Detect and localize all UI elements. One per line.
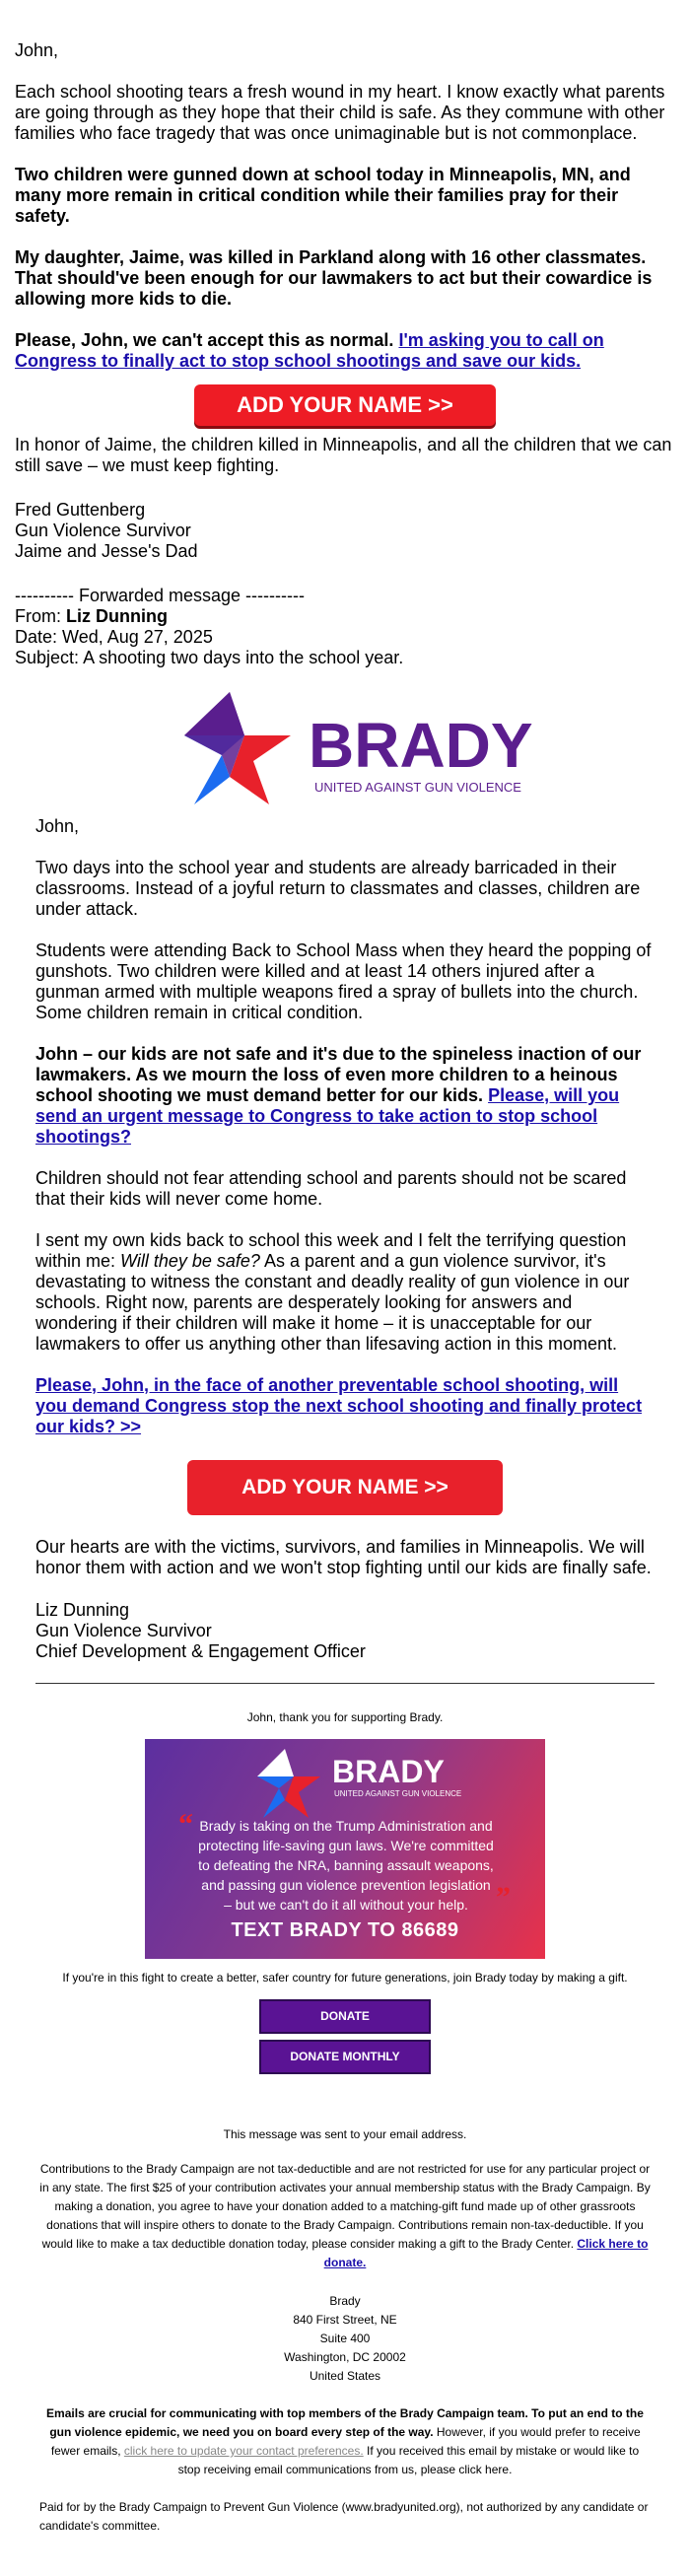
forwarded-email-body [0,816,690,1662]
signature-name: Fred Guttenberg [15,500,146,520]
logo-wordmark: BRADY [309,710,533,781]
signature-subtitle: Chief Development & Engagement Officer [35,1641,366,1661]
body-paragraph-4: Children should not fear attending school and parents should not be scared that their kids will never come home. [35,1168,627,1209]
address-line: 840 First Street, NE [293,2313,397,2327]
address-line: Brady [329,2294,361,2308]
signature-title: Gun Violence Survivor [15,521,191,540]
body-greeting: John, [35,816,80,836]
signature-liz [35,1600,655,1662]
body-demand-link[interactable]: Please, John, in the face of another preventable school shooting, will you demand Congress stop the next school shooting and finally protect our kids? >> [35,1375,643,1436]
logo-tagline: UNITED AGAINST GUN VIOLENCE [314,780,521,795]
disclaimer [39,2160,651,2272]
signature-name: Liz Dunning [35,1600,130,1620]
emails-bold-text: Emails are crucial for communicating with top members of the Brady Campaign team. To put an end to the gun violence epidemic, we need you on board every step of the way. [46,2406,644,2439]
signature-subtitle: Jaime and Jesse's Dad [15,541,198,561]
signature-title: Gun Violence Survivor [35,1621,212,1640]
brady-logo [0,690,690,806]
signature-fred [15,500,675,562]
subject-value: A shooting two days into the school year. [83,648,404,667]
sent-to-notice: This message was sent to your email address. [223,2127,467,2141]
from-name: Liz Dunning [66,606,168,626]
date-value: Wed, Aug 27, 2025 [62,627,213,647]
promo-quote: Brady is taking on the Trump Administration and protecting life-saving gun laws. We're committed to defeating the NRA, banning assault weapons, and passing gun violence prevention legislation – but we can't do it all without your help. [198,1818,494,1913]
brady-star-icon [182,690,533,806]
emails-text-b: If you received this email by mistake or would like to stop receiving email communications from us, please click here. [177,2444,640,2476]
address-line: Suite 400 [319,2332,371,2345]
date-label: Date: [15,627,58,647]
body-paragraph-6 [35,1375,655,1437]
p5-part-a: I sent my own kids back to school this week and I felt the terrifying question within me: [35,1230,627,1271]
intro-cta-link[interactable]: I'm asking you to call on Congress to finally act to stop school shootings and save our kids. [15,330,604,371]
intro-paragraph-4 [15,330,675,372]
body-paragraph-1: Two days into the school year and students are already barricaded in their classrooms. Instead of a joyful return to classmates and classes, children are under attack. [35,858,641,919]
intro-greeting: John, [15,40,59,60]
promo-banner[interactable] [145,1739,545,1959]
promo-brand: BRADY [332,1754,445,1789]
donate-monthly-button[interactable]: DONATE MONTHLY [259,2040,431,2074]
from-label: From: [15,606,61,626]
click-here-donate-link[interactable]: Click here to donate. [323,2237,649,2269]
intro-paragraph-5: In honor of Jaime, the children killed in Minneapolis, and all the children that we can still save – we must keep fighting. [15,435,672,475]
forward-date [15,627,675,648]
subject-label: Subject: [15,648,80,667]
p5-part-b: As a parent and a gun violence survivor, it's devastating to witness the constant and deadly reality of gun violence in our schools. Right now, parents are desperately looking for answers and wondering if their children will make it home – it is unacceptable for our lawmakers to offer us anything other than lifesaving action in this moment. [35,1251,630,1354]
intro-paragraph-2: Two children were gunned down at school today in Minneapolis, MN, and many more remain in critical condition while their families pray for their safety. [15,165,631,226]
promo-cta: TEXT BRADY TO 86689 [231,1919,459,1941]
emails-text-a: However, if you would prefer to receive fewer emails, [50,2425,641,2458]
body-urgent-link[interactable]: Please, will you send an urgent message to Congress to take action to stop school shootings? [35,1085,620,1147]
intro-paragraph-1: Each school shooting tears a fresh wound in my heart. I know exactly what parents are going through as they hope that their child is safe. As they commune with other families who face tragedy that was once unimaginable but is not commonplace. [15,82,665,143]
p5-emphasis: Will they be safe? [120,1251,260,1271]
section-divider [35,1683,655,1684]
paid-for-notice: Paid for by the Brady Campaign to Prevent Gun Violence (www.bradyunited.org), not authorized by any candidate or candidate's committee. [39,2500,649,2533]
footer [0,2125,690,2536]
forward-header [15,586,675,668]
donate-button[interactable]: DONATE [259,1999,431,2034]
intro-paragraph-3: My daughter, Jaime, was killed in Parkland along with 16 other classmates. That should've been enough for our lawmakers to act but their cowardice is allowing more kids to die. [15,247,653,309]
intro-cta-bold: Please, John, we can't accept this as normal. [15,330,394,350]
forward-subject [15,648,675,668]
body-paragraph-5 [35,1230,655,1355]
disclaimer-text: Contributions to the Brady Campaign are not tax-deductible and are not restricted for use for any particular project or in any state. The first $25 of your contribution activates your annual membership status with the Brady Campaign. By making a donation, you agree to have your donation added to a matching-gift fund made up of other grassroots donations that will inspire others to donate to the Brady Campaign. Contributions remain non-tax-deductible. If you would like to make a tax deductible donation today, please consider making a gift to the Brady Center. [39,2162,651,2251]
body-paragraph-7: Our hearts are with the victims, survivors, and families in Minneapolis. We will honor them with action and we won't stop fighting until our kids are finally safe. [35,1537,652,1577]
support-thanks: John, thank you for supporting Brady. [246,1710,444,1724]
add-your-name-button[interactable]: ADD YOUR NAME >> [187,1460,503,1515]
quote-open-icon: “ [178,1808,193,1841]
address-line: Washington, DC 20002 [284,2350,406,2364]
promo-tagline: UNITED AGAINST GUN VIOLENCE [334,1789,462,1798]
mailing-address [39,2292,651,2386]
body-paragraph-3 [35,1044,655,1148]
body-bold-statement: John – our kids are not safe and it's due to the spineless inaction of our lawmakers. As we mourn the loss of even more children to a heinous school shooting we must demand better for our kids. [35,1044,642,1105]
email-preferences [39,2404,651,2479]
forwarded-note [0,0,690,668]
add-your-name-button-top[interactable]: ADD YOUR NAME >> [194,384,496,426]
address-line: United States [309,2369,381,2383]
update-preferences-link[interactable]: click here to update your contact preferences. [123,2444,364,2458]
join-text: If you're in this fight to create a better, safer country for future generations, join Brady today by making a gift. [62,1971,628,1984]
forward-divider: ---------- Forwarded message ---------- [15,586,305,605]
body-paragraph-2: Students were attending Back to School Mass when they heard the popping of gunshots. Two children were killed and at least 14 others injured after a gunman armed with multiple weapons fired a spray of bullets into the church. Some children remain in critical condition. [35,940,652,1022]
quote-close-icon: ” [496,1881,511,1914]
forward-from [15,606,675,627]
